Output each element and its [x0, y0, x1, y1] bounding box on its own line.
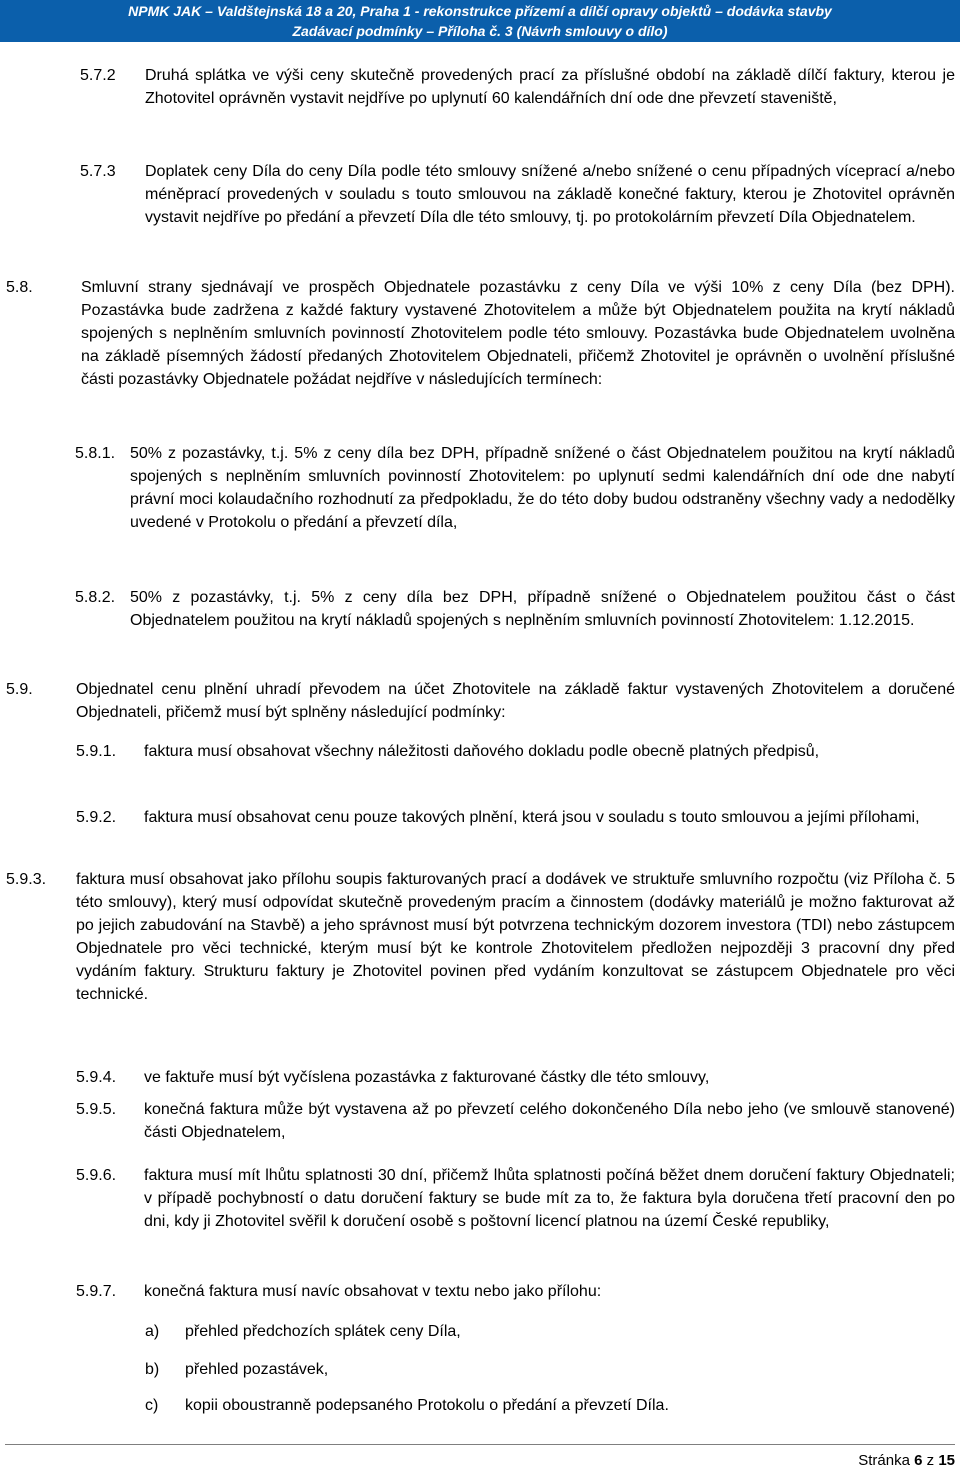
- list-marker: c): [145, 1397, 159, 1414]
- clause-text: faktura musí obsahovat jako přílohu soupis fakturovaných prací a dodávek ve struktuře smluvního rozpočtu (viz Příloha č. 5 této smlouvy), který musí odpovídat skutečně provedeným pracím a činnostem (dodávky materiálů je možno fakturovat až po jejich zabudování na Stavbě) a jeho správnost musí být potvrzena technickým dozorem investora (TDI) nebo zástupcem Objednatele pro věci technické, kterým musí být ke kontrole Zhotovitelem předložen nejpozději 3 pracovní dny před vydáním faktury. Strukturu faktury je Zhotovitel povinen před vydáním konzultovat se zástupcem Objednatele pro věci technické.: [76, 871, 955, 1003]
- clause-text: faktura musí mít lhůtu splatnosti 30 dní, přičemž lhůta splatnosti počíná běžet dnem doručení faktury Objednateli; v případě pochybností o datu doručení faktury se bude mít za to, že faktura byla doručena třetí pracovní den po dni, kdy ji Zhotovitel svěřil k doručení osobě s poštovní licencí platnou na území České republiky,: [144, 1167, 955, 1230]
- clause-number: 5.8.: [6, 279, 33, 296]
- list-item-c: [145, 1394, 955, 1417]
- clause-text: Smluvní strany sjednávají ve prospěch Objednatele pozastávku z ceny Díla ve výši 10% z ceny Díla (bez DPH). Pozastávka bude zadržena z každé faktury vystavené Zhotovitelem a může být Objednatelem použita na krytí nákladů spojených s neplněním smluvních povinností Zhotovitelem podle této smlouvy. Pozastávka bude Objednatelem uvolněna na základě písemných žádostí předaných Zhotovitelem Objednateli, přičemž Zhotovitel je oprávněn o uvolnění příslušné části pozastávky Objednatele požádat nejdříve v následujících termínech:: [81, 279, 955, 388]
- clause-text: faktura musí obsahovat všechny náležitosti daňového dokladu podle obecně platných předpisů,: [144, 743, 820, 760]
- clause-number: 5.8.1.: [75, 445, 116, 462]
- clause-5-9-3: [6, 868, 955, 1006]
- footer-page: 6: [914, 1452, 923, 1469]
- clause-5-9-7: [76, 1280, 955, 1303]
- clause-5-8-1: [75, 442, 955, 534]
- clause-5-7-2: [80, 64, 955, 110]
- clause-text: faktura musí obsahovat cenu pouze takových plnění, která jsou v souladu s touto smlouvou a jejími přílohami,: [144, 809, 920, 826]
- clause-5-8: [6, 276, 955, 391]
- clause-5-9-2: [76, 806, 955, 829]
- list-item-b: [145, 1358, 955, 1381]
- clause-number: 5.9.5.: [76, 1101, 117, 1118]
- footer-prefix: Stránka: [858, 1452, 910, 1469]
- footer-divider: [5, 1444, 955, 1445]
- clause-5-9-6: [76, 1164, 955, 1233]
- footer-sep: z: [926, 1452, 935, 1469]
- clause-text: Doplatek ceny Díla do ceny Díla podle této smlouvy snížené a/nebo snížené o cenu případných víceprací a/nebo méněprací provedených v souladu s touto smlouvou na základě konečné faktury, kterou je Zhotovitel oprávněn vystavit nejdříve po předání a převzetí Díla dle této smlouvy, tj. po protokolárním převzetí Díla Objednatelem.: [145, 163, 955, 226]
- clause-text: Druhá splátka ve výši ceny skutečně provedených prací za příslušné období na základě dílčí faktury, kterou je Zhotovitel oprávněn vystavit nejdříve po uplynutí 60 kalendářních dní ode dne převzetí staveniště,: [145, 67, 955, 107]
- clause-number: 5.7.3: [80, 163, 116, 180]
- document-header: [0, 0, 960, 42]
- clause-number: 5.9.1.: [76, 743, 117, 760]
- list-text: kopii oboustranně podepsaného Protokolu o předání a převzetí Díla.: [185, 1397, 669, 1414]
- clause-number: 5.9.6.: [76, 1167, 117, 1184]
- clause-5-8-2: [75, 586, 955, 632]
- header-subtitle: Zadávací podmínky – Příloha č. 3 (Návrh smlouvy o dílo): [292, 23, 668, 39]
- clause-number: 5.9.3.: [6, 871, 47, 888]
- clause-text: ve faktuře musí být vyčíslena pozastávka z fakturované částky dle této smlouvy,: [144, 1069, 710, 1086]
- list-item-a: [145, 1320, 955, 1343]
- clause-5-9: [6, 678, 955, 724]
- clause-5-9-1: [76, 740, 955, 763]
- clause-number: 5.9.: [6, 681, 33, 698]
- clause-number: 5.8.2.: [75, 589, 116, 606]
- list-text: přehled pozastávek,: [185, 1361, 329, 1378]
- clause-number: 5.9.7.: [76, 1283, 117, 1300]
- clause-5-7-3: [80, 160, 955, 229]
- list-text: přehled předchozích splátek ceny Díla,: [185, 1323, 461, 1340]
- list-marker: a): [145, 1323, 160, 1340]
- footer-total: 15: [938, 1452, 955, 1469]
- clause-number: 5.7.2: [80, 67, 116, 84]
- clause-text: 50% z pozastávky, t.j. 5% z ceny díla bez DPH, případně snížené o Objednatelem použitou část o část Objednatelem použitou na krytí nákladů spojených s neplněním smluvních povinností Zhotovitelem: 1.12.2015.: [130, 589, 955, 629]
- page-footer: [858, 1452, 955, 1470]
- clause-5-9-4: [76, 1066, 955, 1089]
- clause-text: 50% z pozastávky, t.j. 5% z ceny díla bez DPH, případně snížené o část Objednatelem použitou na krytí nákladů spojených s neplněním smluvních povinností Zhotovitelem: po uplynutí sedmi kalendářních dní ode dne nabytí právní moci kolaudačního rozhodnutí za předpokladu, že do této doby budou odstraněny všechny vady a nedodělky uvedené v Protokolu o předání a převzetí díla,: [130, 445, 955, 531]
- clause-5-9-5: [76, 1098, 955, 1144]
- clause-number: 5.9.4.: [76, 1069, 117, 1086]
- clause-number: 5.9.2.: [76, 809, 117, 826]
- clause-text: konečná faktura musí navíc obsahovat v textu nebo jako přílohu:: [144, 1283, 602, 1300]
- clause-text: Objednatel cenu plnění uhradí převodem na účet Zhotovitele na základě faktur vystavených Zhotovitelem a doručené Objednateli, přičemž musí být splněny následující podmínky:: [76, 681, 955, 721]
- header-title: NPMK JAK – Valdštejnská 18 a 20, Praha 1 - rekonstrukce přízemí a dílčí opravy objektů – dodávka stavby: [128, 3, 832, 19]
- list-marker: b): [145, 1361, 160, 1378]
- clause-text: konečná faktura může být vystavena až po převzetí celého dokončeného Díla nebo jeho (ve smlouvě stanovené) části Objednatelem,: [144, 1101, 955, 1141]
